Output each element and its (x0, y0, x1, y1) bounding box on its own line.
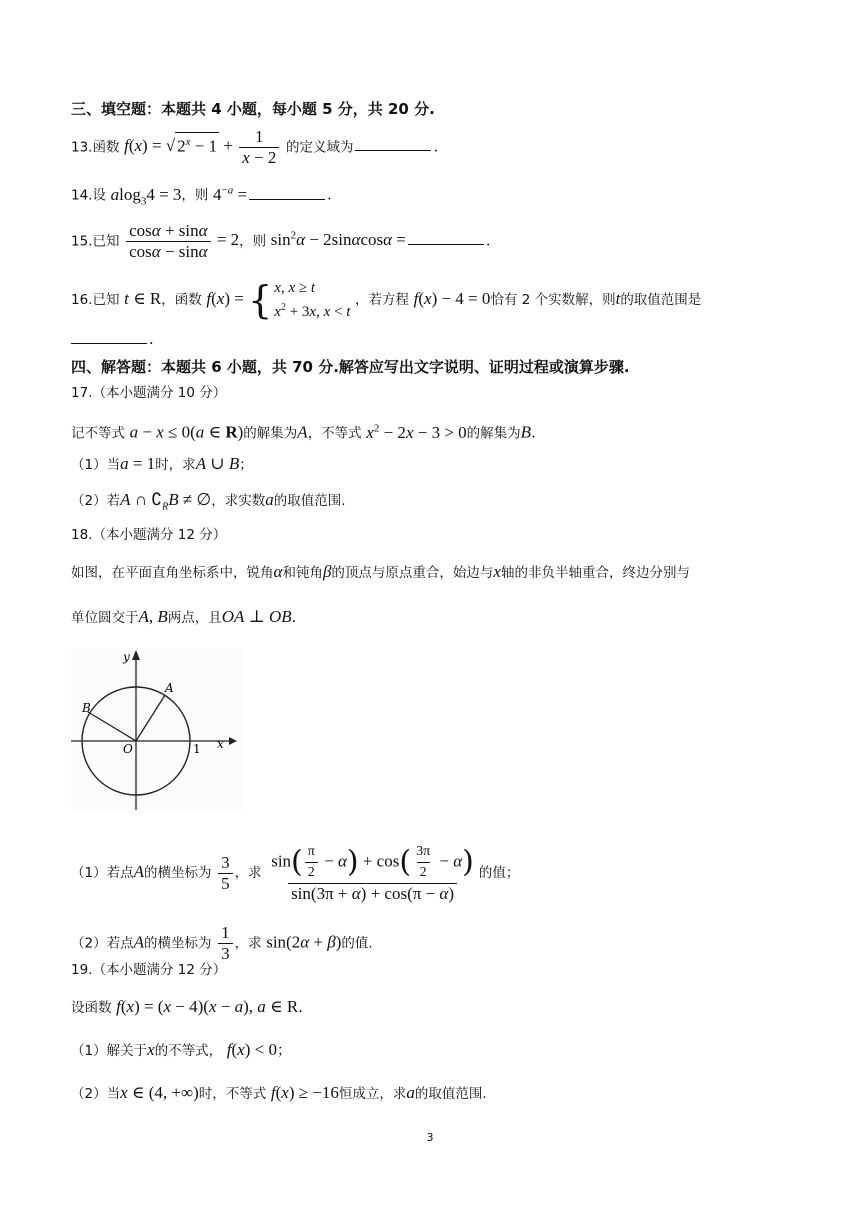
y-axis-arrow-icon (132, 650, 140, 660)
answer-blank-14[interactable] (249, 186, 325, 200)
section-3-heading: 三、填空题：本题共 4 小题，每小题 5 分，共 20 分. (71, 100, 435, 118)
question-17-part-2: （2）若A ∩ $∁_RB$ ≠ ∅，求实数a的取值范围. (71, 490, 346, 513)
question-17-header: 17.（本小题满分 10 分） (71, 385, 227, 401)
question-17-part-1: （1）当a = 1时，求A ∪ B； (71, 454, 253, 473)
question-18-part-2: （2）若点A的横坐标为 $\frac{1}{3}$ ，求 sin(2α + β)的值. (71, 923, 373, 963)
label-y: y (123, 650, 130, 664)
question-17-stem: 记不等式 a − x ≤ 0(a ∈ R)的解集为A，不等式 $x^2 - 2x - 3 > 0$的解集为B. (71, 422, 536, 442)
label-B: B (82, 701, 91, 715)
question-18-part-1: （1）若点A的横坐标为 $\frac{3}{5}$ ，求 sin( $\frac{\pi}{2}$ − α) + cos( $\frac{3\pi}{2}$ − α) sin(3π + α) + cos(π − α) 的值； (71, 844, 520, 903)
question-16-answer-line: . (71, 330, 154, 350)
label-1: 1 (193, 742, 201, 756)
ray-OA (136, 695, 165, 741)
question-18-stem-line-2: 单位圆交于A, B两点，且OA ⊥ OB. (71, 607, 297, 626)
question-13: 13.函数 f(x) = √ $2^x - 1$ + $\frac{1}{x - 2}$ 的定义域为 . (71, 127, 439, 167)
unit-circle-diagram (71, 648, 242, 810)
question-16: 16.已知 t ∈ R，函数 f(x) = { x, x ≥ t $x^2 + 3x$, x < t ，若方程 f(x) − 4 = 0恰有 2 个实数解，则t的取值范围是 (71, 278, 702, 322)
section-4-heading: 四、解答题：本题共 6 小题，共 70 分.解答应写出文字说明、证明过程或演算步骤. (71, 358, 630, 376)
answer-blank-13[interactable] (355, 137, 431, 151)
answer-blank-16[interactable] (71, 330, 147, 344)
question-15: 15.已知 $\frac{\cos\alpha + \sin\alpha}{\cos\alpha - \sin\alpha}$ = 2，则 $\sin^2\alpha - 2\sin\alpha\cos\alpha$ = . (71, 221, 491, 261)
unit-circle-figure (71, 648, 242, 810)
question-19-part-1: （1）解关于x的不等式， f(x) < 0； (71, 1040, 292, 1059)
ray-OB (88, 712, 136, 741)
answer-blank-15[interactable] (408, 231, 484, 245)
page-number: 3 (426, 1131, 434, 1144)
label-O: O (123, 742, 133, 756)
question-19-part-2: （2）当x ∈ (4, +∞)时，不等式 f(x) ≥ −16恒成立，求a的取值范围. (71, 1083, 487, 1102)
label-x: x (217, 737, 224, 751)
x-axis-arrow-icon (229, 737, 237, 745)
question-18-header: 18.（本小题满分 12 分） (71, 527, 227, 543)
label-A: A (165, 681, 174, 695)
question-19-stem: 设函数 f(x) = (x − 4)(x − a), a ∈ R. (71, 997, 303, 1016)
question-19-header: 19.（本小题满分 12 分） (71, 962, 227, 978)
question-18-stem-line-1: 如图，在平面直角坐标系中，锐角α和钝角β的顶点与原点重合，始边与x轴的非负半轴重合，终边分别与 (71, 562, 690, 581)
question-14: 14.设 alog$_3$4 = 3，则 $4^{-a}$ = . (71, 184, 332, 208)
